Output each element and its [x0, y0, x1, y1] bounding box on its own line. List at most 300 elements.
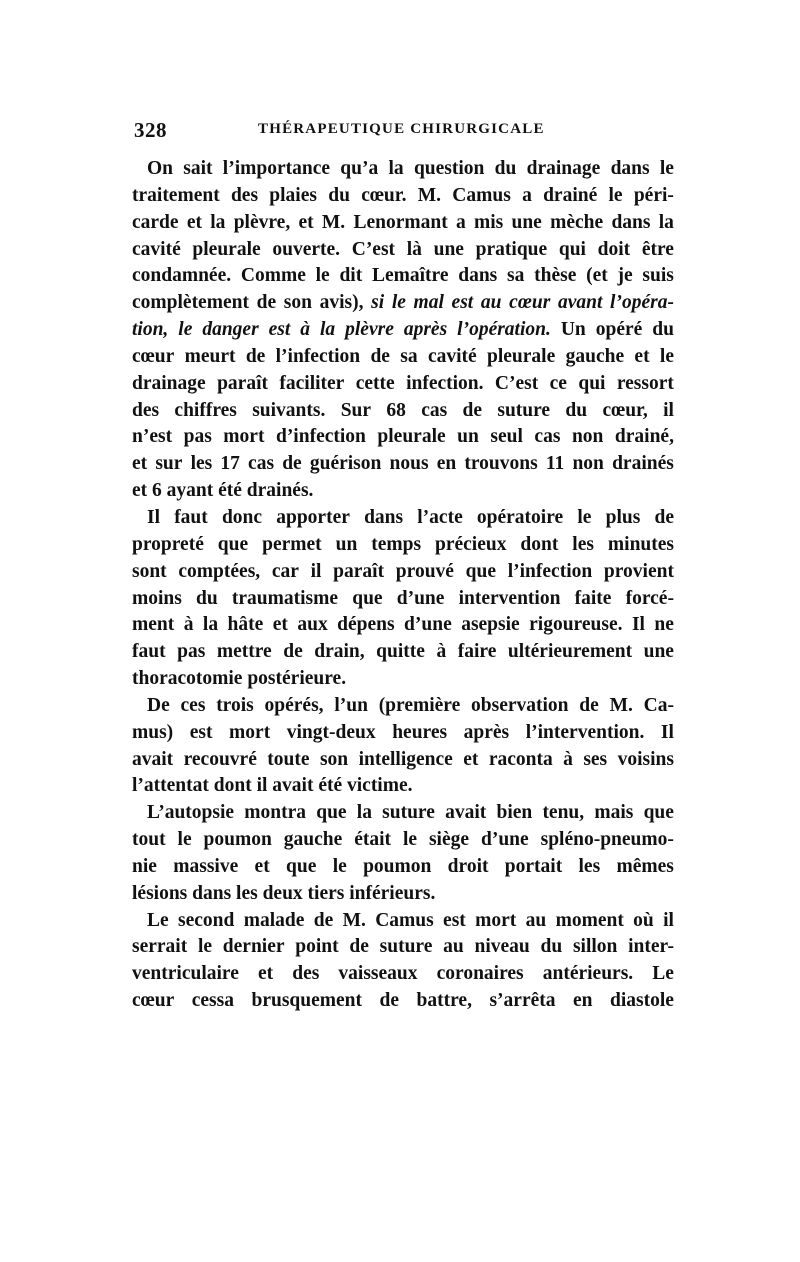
word: De	[147, 694, 170, 716]
word: au	[525, 909, 547, 931]
word: doit	[597, 238, 631, 260]
word: une	[511, 211, 542, 233]
word: pas	[183, 426, 212, 448]
word: Lemaître	[371, 265, 449, 287]
text-line	[132, 747, 674, 774]
word: hâte	[227, 614, 264, 636]
word: qui	[578, 372, 606, 394]
italic-word: danger	[202, 319, 259, 341]
word: drainés	[612, 453, 674, 475]
text-line	[132, 639, 674, 666]
text-line	[132, 424, 674, 451]
word: cas	[248, 453, 275, 475]
word: inter-	[628, 936, 674, 958]
word: ses	[583, 748, 608, 770]
italic-word: plèvre	[345, 319, 394, 341]
word: qui	[558, 238, 586, 260]
word: le	[332, 855, 347, 877]
word: de	[462, 399, 483, 421]
word: du	[540, 936, 563, 958]
word: temps	[371, 533, 422, 555]
word: On	[147, 158, 174, 179]
word: Le	[652, 963, 674, 985]
text-segment: et 6 ayant été drainés.	[132, 480, 314, 502]
word: 11	[545, 453, 565, 475]
italic-word: le	[391, 292, 406, 314]
word: siège	[428, 829, 470, 851]
word: condamnée.	[132, 265, 232, 287]
word: massive	[173, 855, 239, 877]
word: mus)	[132, 721, 174, 743]
word: faire	[457, 641, 497, 663]
word: l’intervention.	[525, 721, 645, 743]
word: second	[178, 909, 235, 931]
word: prouvé	[395, 560, 454, 582]
word: drain,	[314, 641, 365, 663]
word: sa	[507, 265, 525, 287]
word: le	[315, 265, 330, 287]
word: toute	[267, 748, 310, 770]
word: les	[578, 855, 601, 877]
word: ouverte.	[272, 238, 341, 260]
word: du	[652, 319, 674, 341]
word: a	[455, 211, 466, 233]
word: nous	[389, 453, 429, 475]
word: M.	[342, 909, 366, 931]
page-header	[134, 118, 674, 146]
word: dans	[364, 506, 404, 528]
word: Le	[147, 909, 169, 931]
word: cessa	[191, 990, 234, 1012]
word: Ca-	[643, 694, 674, 716]
word: pas	[177, 641, 206, 663]
word: Un	[560, 319, 586, 341]
word: et	[186, 211, 202, 233]
word: que	[316, 802, 347, 824]
word: du	[328, 184, 350, 206]
word: Il	[660, 721, 674, 743]
italic-word: tion,	[132, 319, 169, 341]
word: des	[292, 963, 320, 985]
word: le	[402, 829, 418, 851]
word: opératoire	[476, 506, 564, 528]
word: Camus	[452, 184, 511, 206]
word: et	[298, 211, 314, 233]
italic-word: après	[403, 319, 448, 341]
word: pratique	[475, 238, 548, 260]
word: de	[349, 936, 369, 958]
word: mêmes	[616, 855, 674, 877]
word: le	[177, 829, 192, 851]
word: poumon	[203, 829, 272, 851]
word: chiffres	[174, 399, 237, 421]
word: comptées,	[178, 560, 261, 582]
word: son	[319, 748, 349, 770]
word: carde	[132, 211, 179, 233]
word: la	[202, 614, 219, 636]
word: 17	[220, 453, 240, 475]
word: que	[217, 533, 249, 555]
word: thèse	[534, 265, 577, 287]
italic-word: l’opéra-	[610, 292, 674, 314]
word: seul	[490, 426, 523, 448]
text-segment: l’attentat dont il avait été victime.	[132, 775, 413, 797]
word: Comme	[240, 265, 306, 287]
text-line	[132, 612, 674, 639]
word: drainé,	[614, 426, 674, 448]
word: propreté	[132, 533, 204, 555]
italic-word: cœur	[509, 292, 551, 314]
word: ces	[180, 694, 206, 716]
word: et	[254, 855, 270, 877]
word: suivants.	[252, 399, 326, 421]
italic-word: avant	[557, 292, 603, 314]
word: cas	[421, 399, 448, 421]
word: de	[654, 506, 674, 528]
word: bien	[496, 802, 533, 824]
word: niveau	[474, 936, 530, 958]
italic-word: le	[178, 319, 193, 341]
word: l’infection	[275, 345, 361, 367]
word: pleurale	[377, 426, 446, 448]
word: mort	[475, 909, 517, 931]
word: de	[379, 990, 400, 1012]
word: sont	[132, 560, 167, 582]
word: l’infection	[507, 560, 593, 582]
word: non	[572, 453, 604, 475]
word: il	[310, 560, 322, 582]
word: moins	[132, 587, 182, 609]
word: mais	[594, 802, 634, 824]
word: péri-	[633, 184, 674, 206]
word: ne	[654, 614, 674, 636]
word: (première	[378, 694, 461, 716]
word: dit	[339, 265, 363, 287]
word: trois	[216, 694, 254, 716]
word: diastole	[610, 990, 674, 1012]
word: avait	[445, 802, 487, 824]
word: après	[463, 721, 510, 743]
word: traumatisme	[231, 587, 339, 609]
word: de	[245, 345, 266, 367]
word: cœur	[132, 345, 175, 367]
word: la	[658, 211, 674, 233]
word: sait	[183, 158, 213, 179]
word: nie	[132, 855, 157, 877]
word: paraît	[333, 560, 385, 582]
word: asepsie	[461, 614, 520, 636]
word: la	[356, 802, 372, 824]
word: de	[313, 909, 334, 931]
word: il	[663, 399, 674, 421]
word: est	[443, 909, 466, 931]
text-line	[132, 693, 674, 720]
word: Lenormant	[353, 211, 448, 233]
word: battre,	[416, 990, 472, 1012]
word: ultérieurement	[507, 641, 633, 663]
word: ce	[549, 372, 567, 394]
word: faite	[574, 587, 612, 609]
text-line	[132, 263, 674, 290]
word: où	[633, 909, 654, 931]
word: en	[573, 990, 593, 1012]
word: provient	[603, 560, 674, 582]
word: tout	[132, 829, 166, 851]
word: et	[257, 963, 274, 985]
word: la	[210, 211, 226, 233]
word: être	[641, 238, 674, 260]
text-line	[132, 344, 674, 371]
word: faciliter	[279, 372, 345, 394]
word: gauche	[283, 829, 343, 851]
word: sur	[155, 453, 183, 475]
word: les	[190, 453, 213, 475]
word: et	[634, 345, 650, 367]
word: dont	[520, 533, 559, 555]
word: d’infection	[275, 426, 366, 448]
word: cavité	[132, 238, 181, 260]
text-line	[132, 505, 674, 532]
word: drainage	[132, 372, 206, 394]
word: Il	[631, 614, 645, 636]
word: forcé-	[625, 587, 674, 609]
word: faut	[132, 641, 166, 663]
word: d’une	[404, 614, 452, 636]
word: cette	[355, 372, 395, 394]
text-line	[132, 478, 674, 505]
word: vingt-deux	[286, 721, 376, 743]
word: ressort	[616, 372, 674, 394]
word: coronaires	[436, 963, 524, 985]
word: de	[579, 694, 599, 716]
word: les	[572, 533, 594, 555]
word: à	[563, 748, 573, 770]
word: recouvré	[183, 748, 257, 770]
word: dépens	[337, 614, 395, 636]
word: n’est	[132, 426, 173, 448]
word: suis	[642, 265, 674, 287]
word: (et	[586, 265, 608, 287]
text-line	[132, 290, 674, 317]
word: je	[617, 265, 633, 287]
word: est	[189, 721, 213, 743]
word: l’acte	[417, 506, 463, 528]
body-text	[132, 156, 674, 1015]
word: et	[132, 453, 148, 475]
word: cœur.	[361, 184, 407, 206]
text-line	[132, 961, 674, 988]
word: Camus	[375, 909, 434, 931]
word: ventriculaire	[132, 963, 239, 985]
word: non	[571, 426, 604, 448]
text-segment: lésions dans les deux tiers inférieurs.	[132, 882, 436, 904]
word: complètement	[132, 292, 249, 314]
text-line	[132, 720, 674, 747]
word: des	[230, 184, 259, 206]
word: mort	[223, 426, 265, 448]
italic-word: si	[371, 292, 385, 314]
word: point	[295, 936, 339, 958]
word: cavité	[427, 345, 477, 367]
word: dernier	[222, 936, 285, 958]
word: à	[183, 614, 194, 636]
word: en	[436, 453, 457, 475]
word: intelligence	[358, 748, 453, 770]
word: M.	[321, 211, 346, 233]
word: le	[197, 936, 213, 958]
word: avait	[132, 748, 174, 770]
text-line	[132, 532, 674, 559]
italic-word: à	[300, 319, 311, 341]
word: montra	[244, 802, 307, 824]
word: C’est	[494, 372, 539, 394]
text-line	[132, 934, 674, 961]
running-title: THÉRAPEUTIQUE CHIRURGICALE	[258, 121, 545, 137]
word: la	[388, 158, 404, 179]
word: sa	[400, 345, 418, 367]
text-line	[132, 666, 674, 693]
word: était	[354, 829, 392, 851]
word: C’est	[351, 238, 396, 260]
text-line	[132, 827, 674, 854]
word: dans	[458, 265, 498, 287]
word: avis),	[319, 292, 364, 314]
word: infection.	[406, 372, 484, 394]
word: L’autopsie	[147, 802, 235, 824]
word: Sur	[340, 399, 372, 421]
text-line	[132, 156, 674, 183]
text-line	[132, 881, 674, 908]
word: spléno-pneumo-	[540, 829, 674, 851]
text-line	[132, 183, 674, 210]
word: minutes	[607, 533, 674, 555]
word: que	[352, 587, 383, 609]
word: du	[196, 587, 218, 609]
word: un	[457, 426, 479, 448]
word: au	[443, 936, 464, 958]
text-segment: thoracotomie postérieure.	[132, 668, 347, 690]
text-line	[132, 398, 674, 425]
word: là	[406, 238, 422, 260]
word: antérieurs.	[542, 963, 634, 985]
word: qu’a	[340, 158, 379, 179]
word: mettre	[216, 641, 272, 663]
word: précieux	[435, 533, 507, 555]
word: vaisseaux	[338, 963, 418, 985]
word: opéré	[595, 319, 643, 341]
word: quitte	[376, 641, 425, 663]
text-line	[132, 854, 674, 881]
word: un	[335, 533, 358, 555]
word: son	[283, 292, 312, 314]
word: du	[494, 158, 517, 179]
word: suture	[382, 802, 435, 824]
word: mèche	[550, 211, 604, 233]
word: raconta	[488, 748, 553, 770]
word: mort	[229, 721, 271, 743]
word: meurt	[184, 345, 236, 367]
word: et	[463, 748, 479, 770]
word: car	[271, 560, 299, 582]
word: que	[465, 560, 497, 582]
word: suture	[497, 399, 551, 421]
word: moment	[555, 909, 624, 931]
word: observation	[471, 694, 569, 716]
word: que	[643, 802, 674, 824]
word: donc	[221, 506, 263, 528]
word: question	[413, 158, 485, 179]
word: du	[565, 399, 588, 421]
text-line	[132, 559, 674, 586]
word: drainé	[543, 184, 598, 206]
text-line	[132, 988, 674, 1015]
word: s’arrêta	[489, 990, 556, 1012]
word: de	[256, 292, 277, 314]
word: à	[436, 641, 447, 663]
word: droit	[447, 855, 489, 877]
word: plèvre,	[233, 211, 291, 233]
italic-word: mal	[413, 292, 444, 314]
word: permet	[262, 533, 322, 555]
word: et	[272, 614, 288, 636]
word: drainage	[526, 158, 601, 179]
word: l’importance	[222, 158, 331, 179]
word: voisins	[617, 748, 674, 770]
word: plus	[605, 506, 641, 528]
page-number: 328	[134, 118, 167, 142]
word: heures	[392, 721, 448, 743]
word: opérés,	[264, 694, 324, 716]
word: pleurale	[487, 345, 556, 367]
word: il	[663, 909, 674, 931]
text-line	[132, 451, 674, 478]
word: de	[283, 641, 303, 663]
word: cas	[534, 426, 561, 448]
word: le	[659, 158, 674, 179]
word: M.	[417, 184, 442, 206]
word: ment	[132, 614, 175, 636]
word: intervention	[458, 587, 561, 609]
word: sillon	[572, 936, 618, 958]
word: trouvons	[464, 453, 538, 475]
italic-word: est	[451, 292, 474, 314]
text-line	[132, 586, 674, 613]
italic-word: est	[268, 319, 291, 341]
text-line	[132, 800, 674, 827]
word: le	[659, 345, 674, 367]
text-line	[132, 237, 674, 264]
word: malade	[243, 909, 305, 931]
word: guérison	[309, 453, 382, 475]
word: paraît	[217, 372, 268, 394]
word: mis	[473, 211, 504, 233]
word: brusquement	[251, 990, 363, 1012]
word: traitement	[132, 184, 220, 206]
word: d’une	[480, 829, 529, 851]
text-line	[132, 317, 674, 344]
word: 68	[386, 399, 406, 421]
text-line	[132, 908, 674, 935]
word: le	[577, 506, 592, 528]
word: tenu,	[542, 802, 585, 824]
text-line	[132, 371, 674, 398]
italic-word: l’opération.	[457, 319, 551, 341]
word: serrait	[132, 936, 188, 958]
word: a	[522, 184, 532, 206]
word: de	[282, 453, 302, 475]
italic-word: la	[320, 319, 336, 341]
text-line	[132, 773, 674, 800]
